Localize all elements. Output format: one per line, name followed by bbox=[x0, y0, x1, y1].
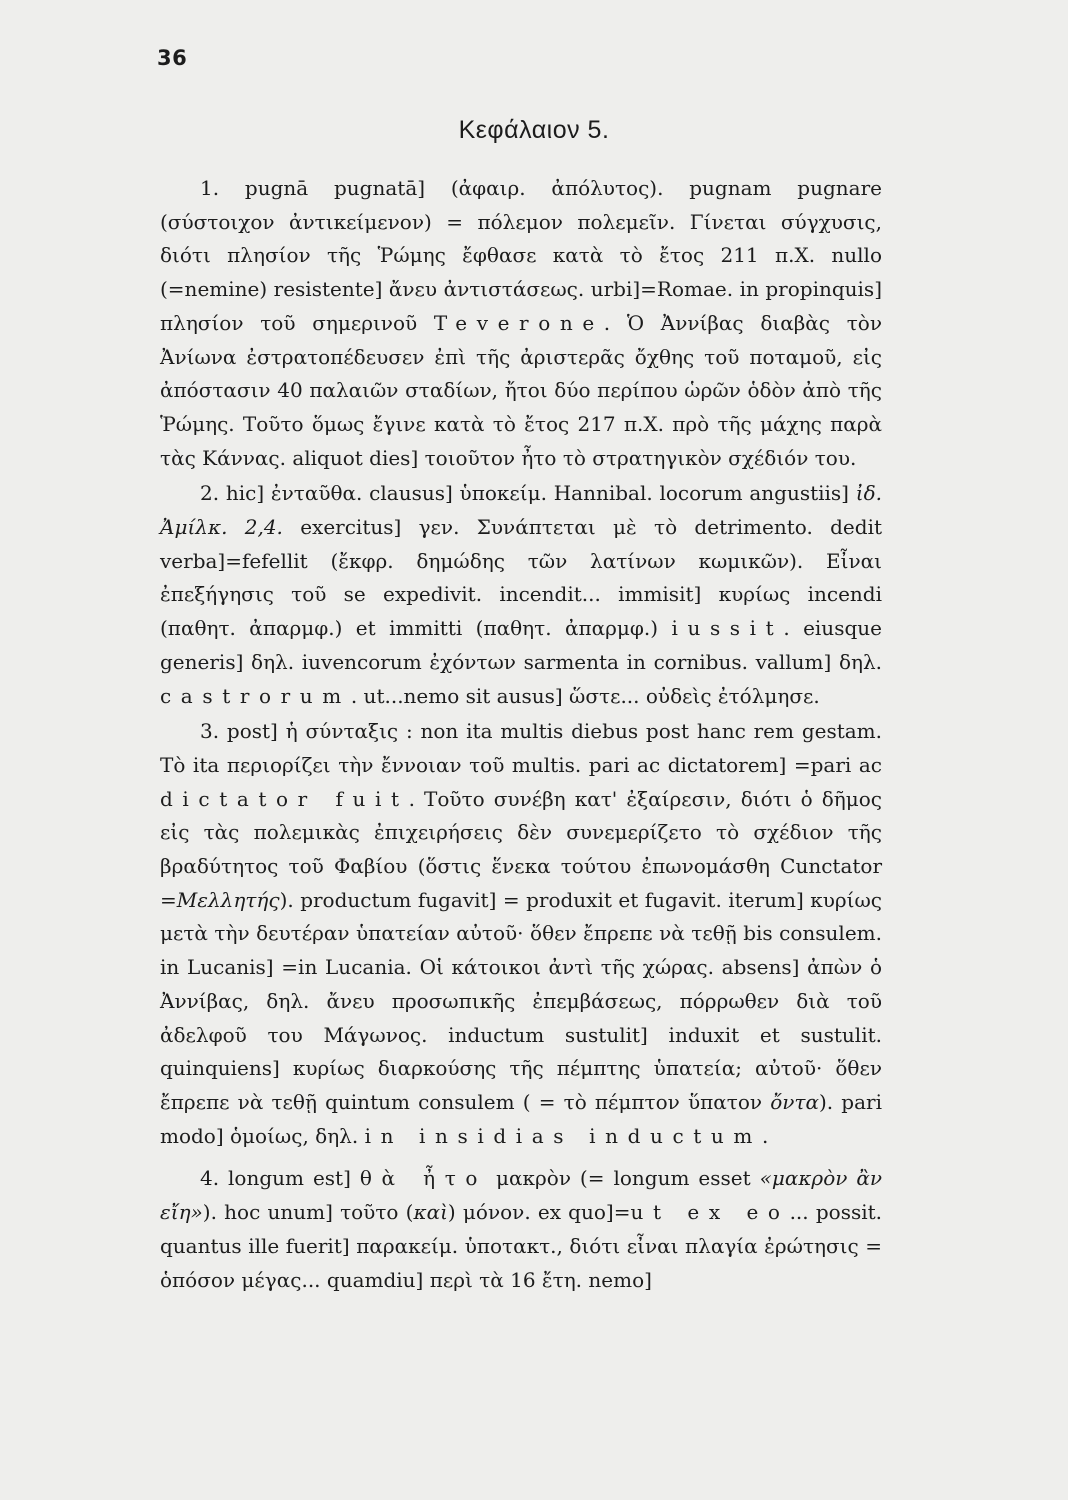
spaced-emphasis: ut ex eo bbox=[630, 1200, 790, 1225]
paragraph-2 bbox=[160, 477, 882, 713]
text-run: . Ὁ Ἀννίβας διαβὰς τὸν Ἀνίωνα ἐστρατοπέδευσεν ἐπὶ τῆς ἀριστερᾶς ὄχθης τοῦ ποταμοῦ, εἰς ἀπόστασιν 40 παλαιῶν σταδίων, ἤτοι δύο περίπου ὡρῶν ὁδὸν ἀπὸ τῆς Ῥώμης. Τοῦτο ὅμως ἔγινε κατὰ τὸ ἔτος 217 π.Χ. πρὸ τῆς μάχης παρὰ τὰς Κάννας. aliquot dies] τοιοῦτον ἦτο τὸ στρατηγικὸν σχέδιόν του. bbox=[160, 310, 882, 470]
text-run: . bbox=[761, 1123, 769, 1148]
text-run: 3. post] ἡ σύνταξις : non ita multis diebus post hanc rem gestam. Τὸ ita περιορίζει τὴν ἔννοιαν τοῦ multis. pari ac dictatorem] =pari ac bbox=[160, 719, 882, 777]
spaced-emphasis: in insidias inductum bbox=[364, 1123, 762, 1148]
text-run: ). pari modo] ὁμοίως, δηλ. bbox=[160, 1089, 882, 1148]
paragraph-3 bbox=[160, 715, 882, 1153]
text-run: . eiusque generis] δηλ. iuvencorum ἐχόντων sarmenta in cornibus. vallum] δηλ. bbox=[160, 616, 882, 674]
italic-text: καὶ bbox=[413, 1200, 448, 1225]
paragraph-4 bbox=[160, 1162, 882, 1297]
text-run: μακρὸν (= longum esset bbox=[487, 1166, 760, 1191]
text-run: ) μόνον. ex quo]= bbox=[447, 1200, 631, 1225]
spaced-emphasis: iussit bbox=[671, 616, 784, 641]
text-run: ... possit. quantus ille fuerit] παρακείμ. ὑποτακτ., διότι εἶναι πλαγία ἐρώτησις = ὁπόσον μέγας... quamdiu] περὶ τὰ 16 ἔτη. nemo] bbox=[160, 1200, 883, 1292]
paragraph-1 bbox=[160, 172, 882, 475]
italic-text: Μελλητής bbox=[176, 887, 280, 912]
text-run: 4. longum est] bbox=[200, 1166, 360, 1191]
commentary-text bbox=[160, 172, 882, 1297]
spaced-emphasis: Teverone bbox=[433, 310, 604, 335]
spaced-emphasis: dictator fuit bbox=[160, 786, 409, 811]
text-run: 1. pugnā pugnatā] (ἀφαιρ. ἀπόλυτος). pugnam pugnare (σύστοιχον ἀντικείμενον) = πόλεμον πολεμεῖν. Γίνεται σύγχυσις, διότι πλησίον τῆς Ῥώμης ἔφθασε κατὰ τὸ ἔτος 211 π.Χ. nullo (=nemine) resistente] ἄνευ ἀντιστάσεως. urbi]=Romae. in propinquis] πλησίον τοῦ σημερινοῦ bbox=[160, 176, 882, 335]
text-run: exercitus] γεν. Συνάπτεται μὲ τὸ detrimento. dedit verba]=fefellit (ἔκφρ. δημώδης τῶν λατίνων κωμικῶν). Εἶναι ἐπεξήγησις τοῦ se expedivit. incendit... immisit] κυρίως incendi (παθητ. ἀπαρμφ.) et immitti (παθητ. ἀπαρμφ.) bbox=[160, 515, 883, 641]
text-run: ). productum fugavit] = produxit et fugavit. iterum] κυρίως μετὰ τὴν δευτέραν ὑπατείαν αὐτοῦ· ὅθεν ἔπρεπε νὰ τεθῇ bis consulem. in Lucanis] =in Lucania. Οἱ κάτοικοι ἀντὶ τῆς χώρας. absens] ἀπὼν ὁ Ἀννίβας, δηλ. ἄνευ προσωπικῆς ἐπεμβάσεως, πόρρωθεν διὰ τοῦ ἀδελφοῦ του Μάγωνος. inductum sustulit] induxit et sustulit. quinquiens] κυρίως διαρκούσης τῆς πέμπτης ὑπατεία; αὐτοῦ· ὅθεν ἔπρεπε νὰ τεθῇ quintum consulem ( = τὸ πέμπτον ὕπατον bbox=[160, 887, 882, 1114]
text-run: . ut...nemo sit ausus] ὥστε... οὐδεὶς ἐτόλμησε. bbox=[350, 683, 820, 708]
spaced-emphasis: θὰ ἦτο bbox=[359, 1166, 488, 1191]
text-run: . Τοῦτο συνέβη κατ' ἐξαίρεσιν, διότι ὁ δῆμος εἰς τὰς πολεμικὰς ἐπιχειρήσεις δὲν συνεμερίζετο τὸ σχέδιον τῆς βραδύτητος τοῦ Φαβίου (ὅστις ἕνεκα τούτου ἐπωνομάσθη Cunctator = bbox=[160, 786, 883, 912]
italic-text: ὄντα bbox=[770, 1089, 819, 1114]
italic-text: «μακρὸν ἂν εἴη» bbox=[160, 1166, 883, 1225]
page-number: 36 bbox=[157, 46, 188, 70]
italic-text: ἰδ. Ἀμίλκ. 2,4. bbox=[160, 481, 882, 540]
chapter-title: Κεφάλαιον 5. bbox=[458, 116, 610, 144]
text-run: ). hoc unum] τοῦτο ( bbox=[202, 1200, 414, 1225]
text-run: 2. hic] ἐνταῦθα. clausus] ὑποκείμ. Hannibal. locorum angustiis] bbox=[200, 481, 856, 506]
spaced-emphasis: castrorum bbox=[160, 683, 351, 708]
